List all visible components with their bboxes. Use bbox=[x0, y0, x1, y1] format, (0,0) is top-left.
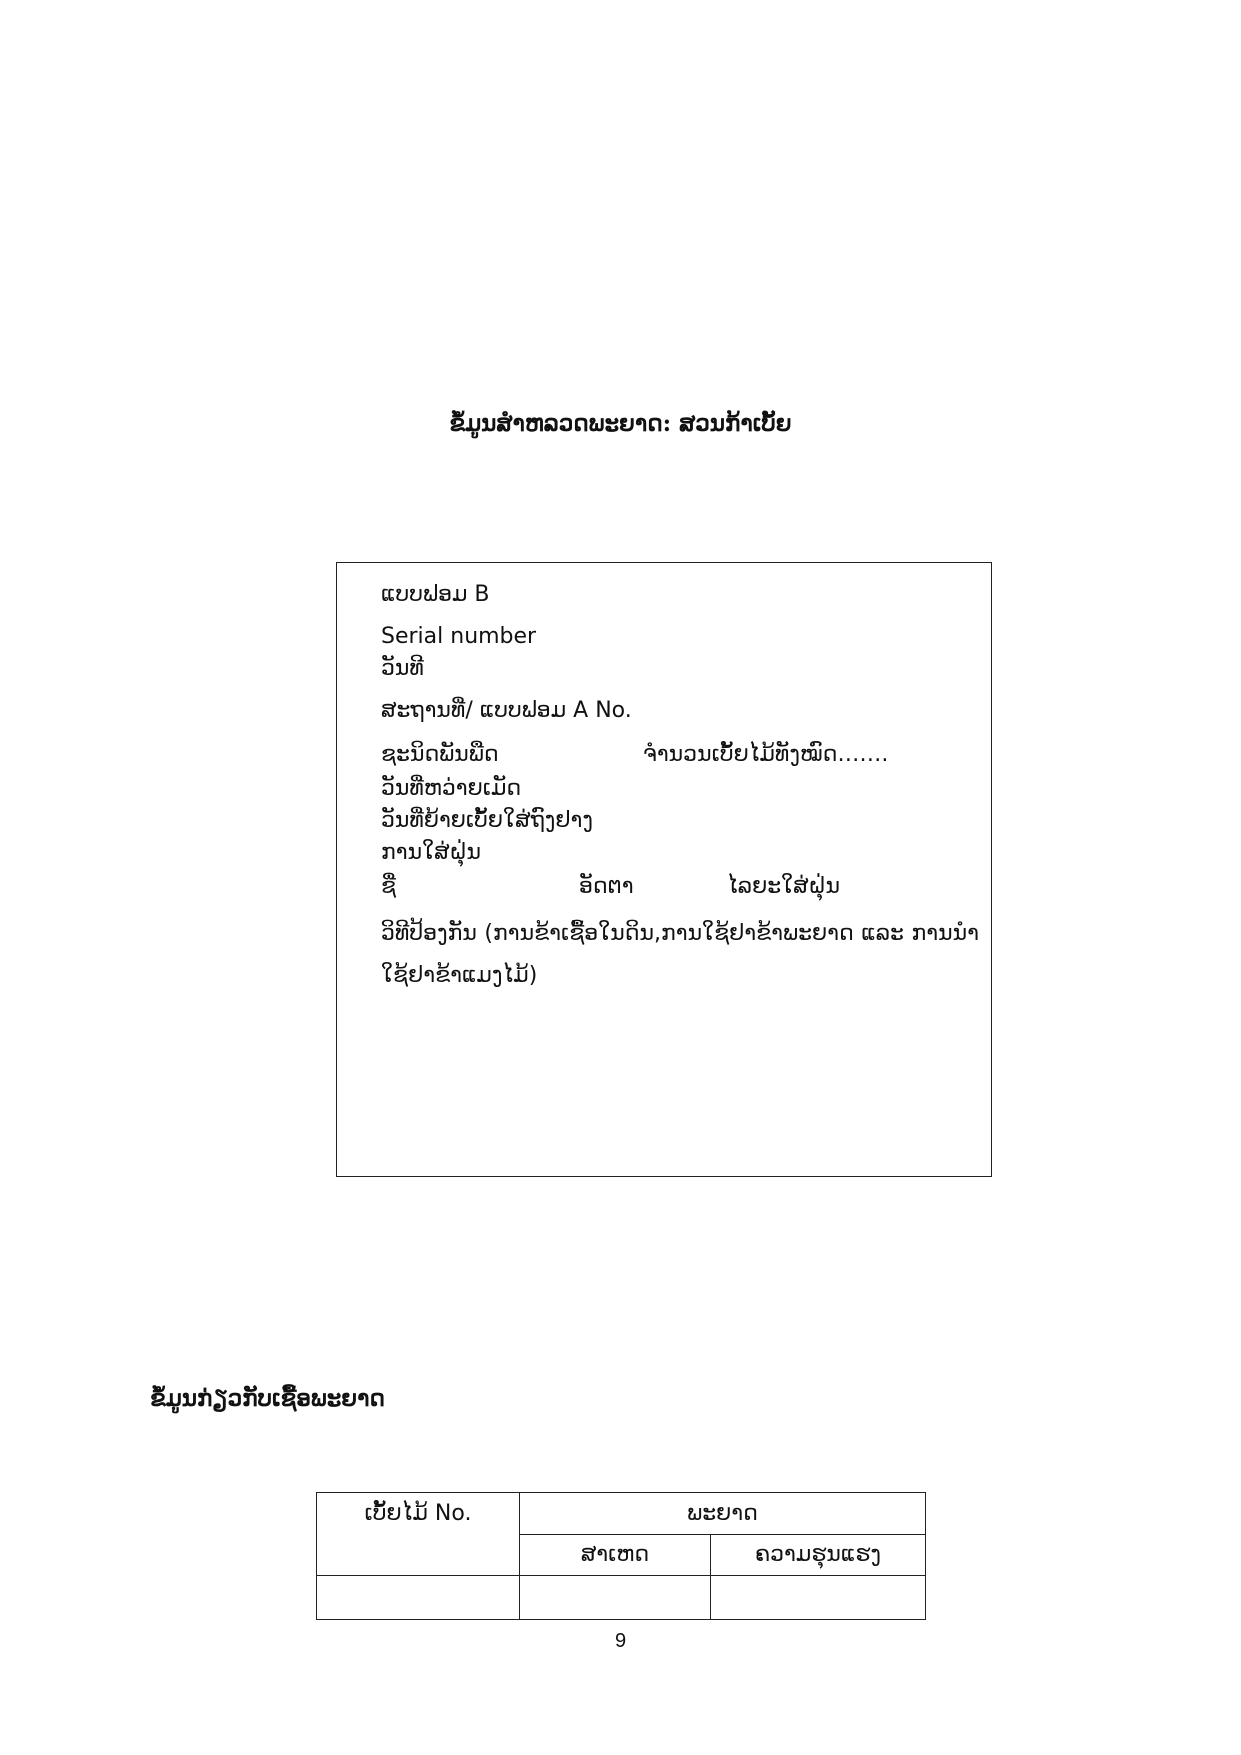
header-severity: ຄວາມຮຸນແຮງ bbox=[711, 1534, 926, 1576]
location-label: ສະຖານທີ່/ ແບບຟອມ A No. bbox=[381, 698, 632, 723]
prevention-label: ວິທີປ້ອງກັນ (ການຂ້າເຊື້ອໃນດິນ,ການໃຊ້ຢາຂ້າພະຍາດ ແລະ ການນໍາໃຊ້ຢາຂ້າແມງໄມ້) bbox=[381, 921, 979, 988]
header-cause: ສາເຫດ bbox=[520, 1534, 711, 1576]
fertilizer-label: ການໃສ່ຝຸ່ນ bbox=[381, 840, 481, 865]
fertilizer-interval-label: ໄລຍະໃສ່ຝຸ່ນ bbox=[727, 874, 840, 899]
header-disease: ພະຍາດ bbox=[520, 1493, 926, 1535]
transplant-date-label: ວັນທີ່ຍ້າຍເບັ້ຍໃສ່ຖົງຢາງ bbox=[381, 808, 593, 833]
table-cell[interactable] bbox=[317, 1576, 520, 1620]
table-cell[interactable] bbox=[711, 1576, 926, 1620]
table-cell[interactable] bbox=[520, 1576, 711, 1620]
fertilizer-rate-label: ອັດຕາ bbox=[579, 874, 634, 899]
species-label: ຊະນິດພັນພືດ bbox=[381, 742, 499, 767]
species-row bbox=[381, 737, 981, 773]
form-b-box bbox=[336, 562, 992, 1177]
serial-number-label: Serial number bbox=[381, 624, 537, 649]
page-title: ຂໍ້ມູນສໍາຫລວດພະຍາດ: ສວນກ້າເບັ້ຍ bbox=[449, 410, 792, 437]
table-row bbox=[317, 1576, 926, 1620]
page-number: 9 bbox=[614, 1630, 627, 1652]
date-label: ວັນທີ bbox=[381, 656, 424, 681]
fertilizer-name-label: ຊື່ bbox=[381, 874, 397, 899]
fertilizer-row bbox=[381, 869, 981, 905]
total-seedlings-label: ຈໍານວນເບັ້ຍໄມ້ທັງໝົດ……. bbox=[643, 742, 889, 767]
section-title-disease-info: ຂໍ້ມູນກ່ຽວກັບເຊື້ອພະຍາດ bbox=[150, 1385, 385, 1412]
form-label: ແບບຟອມ B bbox=[381, 582, 490, 607]
header-seedling-no: ເບັ້ຍໄມ້ No. bbox=[317, 1493, 520, 1576]
disease-table bbox=[316, 1492, 926, 1620]
form-b-content bbox=[381, 579, 981, 997]
sowing-date-label: ວັນທີ່ຫວ່າຍເມັດ bbox=[381, 776, 522, 801]
